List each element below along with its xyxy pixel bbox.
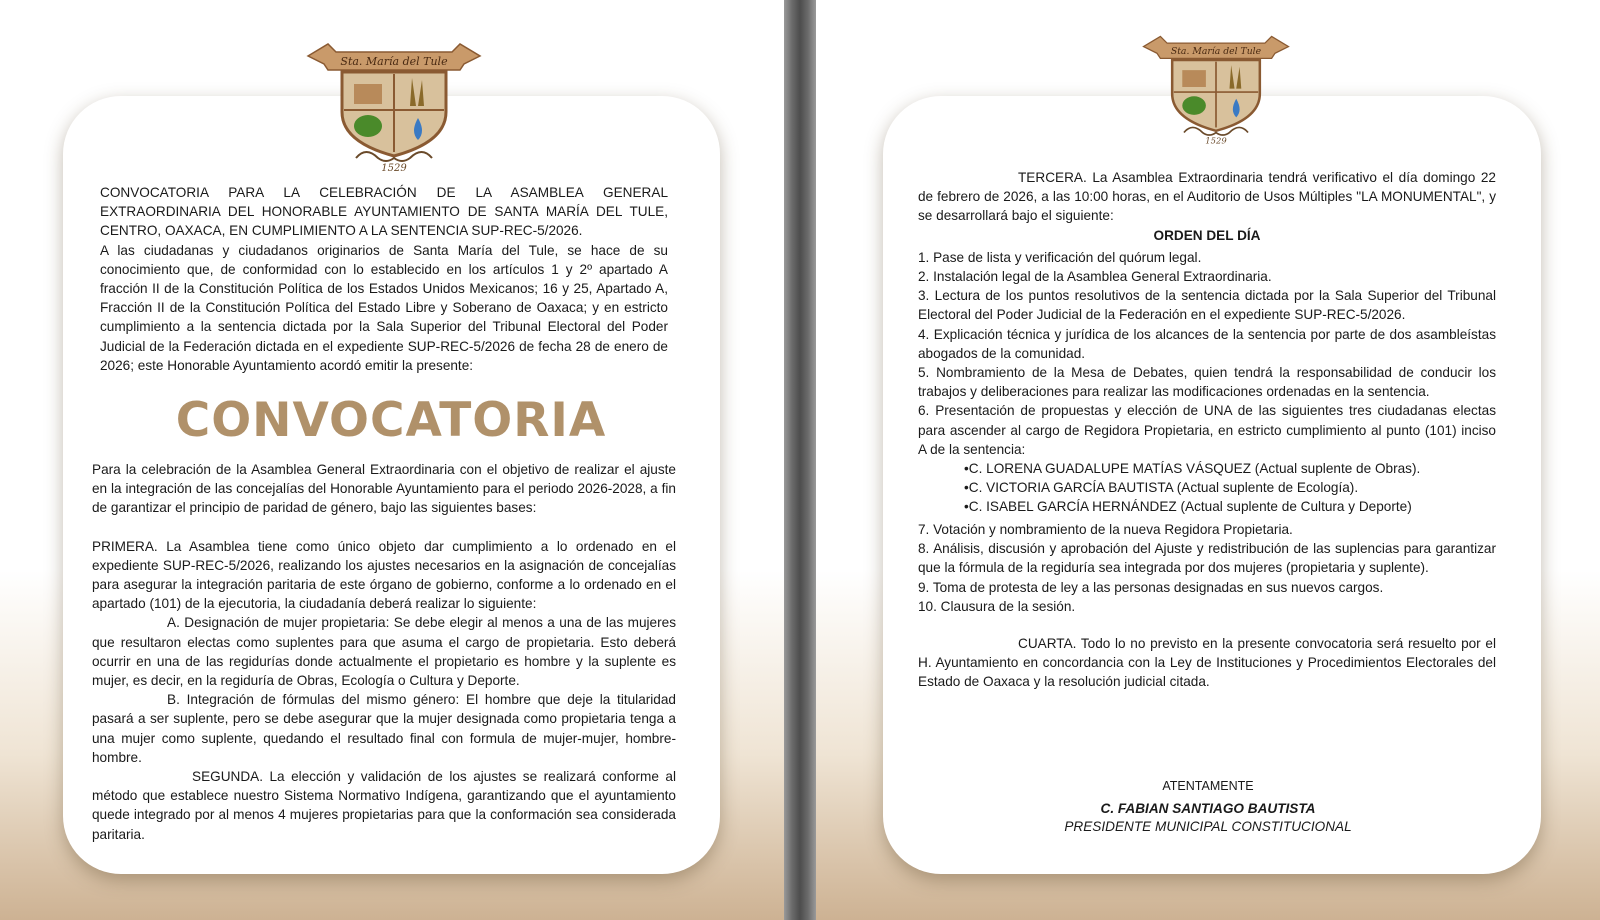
convocation-header: CONVOCATORIA PARA LA CELEBRACIÓN DE LA ASAMBLEA GENERAL EXTRAORDINARIA DEL HONORABLE AYUNTAMIENTO DE SANTA MARÍA DEL TULE, CENTRO, OAXACA, EN CUMPLIMIENTO A LA SENTENCIA SUP-REC-5/2026. bbox=[100, 185, 668, 239]
signature-block bbox=[816, 777, 1600, 836]
page-gutter bbox=[784, 0, 816, 920]
signer-name: C. FABIAN SANTIAGO BAUTISTA bbox=[1100, 801, 1316, 816]
left-bases-block bbox=[92, 460, 676, 844]
crest-banner-text: Sta. María del Tule bbox=[340, 55, 448, 68]
point-a-paragraph: A. Designación de mujer propietaria: Se debe elegir al menos a una de las mujeres que resultaron electas como suplentes para que asuma el cargo de propietaria. Esto deberá ocurrir en una de las regidurías donde actualmente el propietario es hombre y la suplente es mujer, es decir, en la regiduría de Obras, Ecología o Cultura y Deporte. bbox=[92, 615, 676, 689]
closing-text: ATENTAMENTE bbox=[1162, 779, 1254, 793]
agenda-item: 2. Instalación legal de la Asamblea General Extraordinaria. bbox=[918, 269, 1272, 285]
purpose-paragraph: Para la celebración de la Asamblea General Extraordinaria con el objetivo de realizar el ajuste en la integración de las concejalías del Honorable Ayuntamiento para el periodo 2026-2028, a fin de garantizar el principio de paridad de género, bajo las siguientes bases: bbox=[92, 462, 676, 516]
right-page bbox=[816, 0, 1600, 920]
segunda-paragraph: SEGUNDA. La elección y validación de los ajustes se realizará conforme al método que establece nuestro Sistema Normativo Indígena, garantizando que el ayuntamiento quede integrado por al menos 4 mujeres propietarias para que la conformación sea considerada paritaria. bbox=[92, 769, 676, 842]
convocatoria-title: CONVOCATORIA bbox=[175, 393, 607, 448]
municipal-crest-logo bbox=[306, 34, 482, 174]
municipal-crest-logo bbox=[1140, 28, 1292, 146]
agenda-item: 5. Nombramiento de la Mesa de Debates, quien tendrá la responsabilidad de conducir los trabajos y deliberaciones para realizar las modificaciones ordenadas en la sentencia. bbox=[918, 365, 1496, 400]
agenda-item: 4. Explicación técnica y jurídica de los alcances de la sentencia por parte de dos asambleístas abogados de la comunidad. bbox=[918, 326, 1496, 361]
agenda-item: 1. Pase de lista y verificación del quórum legal. bbox=[918, 249, 1202, 265]
agenda-item: 10. Clausura de la sesión. bbox=[918, 598, 1076, 614]
left-intro-block bbox=[100, 183, 668, 375]
agenda-title: ORDEN DEL DÍA bbox=[1153, 227, 1261, 243]
crest-year: 1529 bbox=[1205, 135, 1227, 146]
cuarta-paragraph: CUARTA. Todo lo no previsto en la presente convocatoria será resuelto por el H. Ayuntamiento en concordancia con la Ley de Instituciones y Procedimientos Electorales del Estado de Oaxaca y la resolución judicial citada. bbox=[918, 636, 1496, 690]
point-b-paragraph: B. Integración de fórmulas del mismo género: El hombre que deje la titularidad pasará a ser suplente, pero se debe asegurar que la mujer designada como propietaria tenga a una mujer como suplente, quedando el resultado final con formula de mujer-mujer, hombre-hombre. bbox=[92, 692, 676, 765]
tercera-paragraph: TERCERA. La Asamblea Extraordinaria tendrá verificativo el día domingo 22 de febrero de 2026, a las 10:00 horas, en el Auditorio de Usos Múltiples "LA MONUMENTAL", y se desarrollará bajo el siguiente: bbox=[918, 170, 1496, 224]
candidate-item: •C. LORENA GUADALUPE MATÍAS VÁSQUEZ (Actual suplente de Obras). bbox=[964, 461, 1421, 477]
agenda-item: 7. Votación y nombramiento de la nueva Regidora Propietaria. bbox=[918, 522, 1293, 538]
signer-title: PRESIDENTE MUNICIPAL CONSTITUCIONAL bbox=[1064, 819, 1352, 834]
crest-year: 1529 bbox=[381, 163, 407, 174]
right-agenda-block bbox=[918, 168, 1496, 692]
left-page bbox=[0, 0, 784, 920]
agenda-item: 3. Lectura de los puntos resolutivos de la sentencia dictada por la Sala Superior del Tribunal Electoral del Poder Judicial de la Federación en el expediente SUP-REC-5/2026. bbox=[918, 288, 1496, 323]
intro-paragraph: A las ciudadanas y ciudadanos originarios de Santa María del Tule, se hace de su conocimiento que, de conformidad con lo establecido en los artículos 1 y 2º apartado A fracción II de la Constitución Política de los Estados Unidos Mexicanos; 16 y 25, Apartado A, Fracción II de la Constitución Política del Estado Libre y Soberano de Oaxaca; y en estricto cumplimiento a la sentencia dictada por la Sala Superior del Tribunal Electoral del Poder Judicial de la Federación dictada en el expediente SUP-REC-5/2026 de fecha 28 de enero de 2026; este Honorable Ayuntamiento acordó emitir la presente: bbox=[100, 242, 668, 373]
agenda-item: 6. Presentación de propuestas y elección de UNA de las siguientes tres ciudadanas electas para ascender al cargo de Regidora Propietaria, en estricto cumplimiento al punto (101) inciso A de la sentencia: bbox=[918, 403, 1496, 457]
agenda-item: 8. Análisis, discusión y aprobación del Ajuste y redistribución de las suplencias para garantizar que la fórmula de la regiduría sea integrada por dos mujeres (propietaria y suplente). bbox=[918, 541, 1496, 576]
crest-banner-text: Sta. María del Tule bbox=[1170, 46, 1262, 58]
agenda-item: 9. Toma de protesta de ley a las personas designadas en sus nuevos cargos. bbox=[918, 579, 1384, 595]
candidate-item: •C. ISABEL GARCÍA HERNÁNDEZ (Actual suplente de Cultura y Deporte) bbox=[964, 499, 1412, 515]
primera-paragraph: PRIMERA. La Asamblea tiene como único objeto dar cumplimiento a lo ordenado en el expediente SUP-REC-5/2026, realizando los ajustes necesarios en la asignación de concejalías para asegurar la integración paritaria de este órgano de gobierno, conforme a lo ordenado en el apartado (101) de la ejecutoria, la ciudadanía deberá realizar lo siguiente: bbox=[92, 538, 676, 612]
candidate-item: •C. VICTORIA GARCÍA BAUTISTA (Actual suplente de Ecología). bbox=[964, 480, 1359, 496]
